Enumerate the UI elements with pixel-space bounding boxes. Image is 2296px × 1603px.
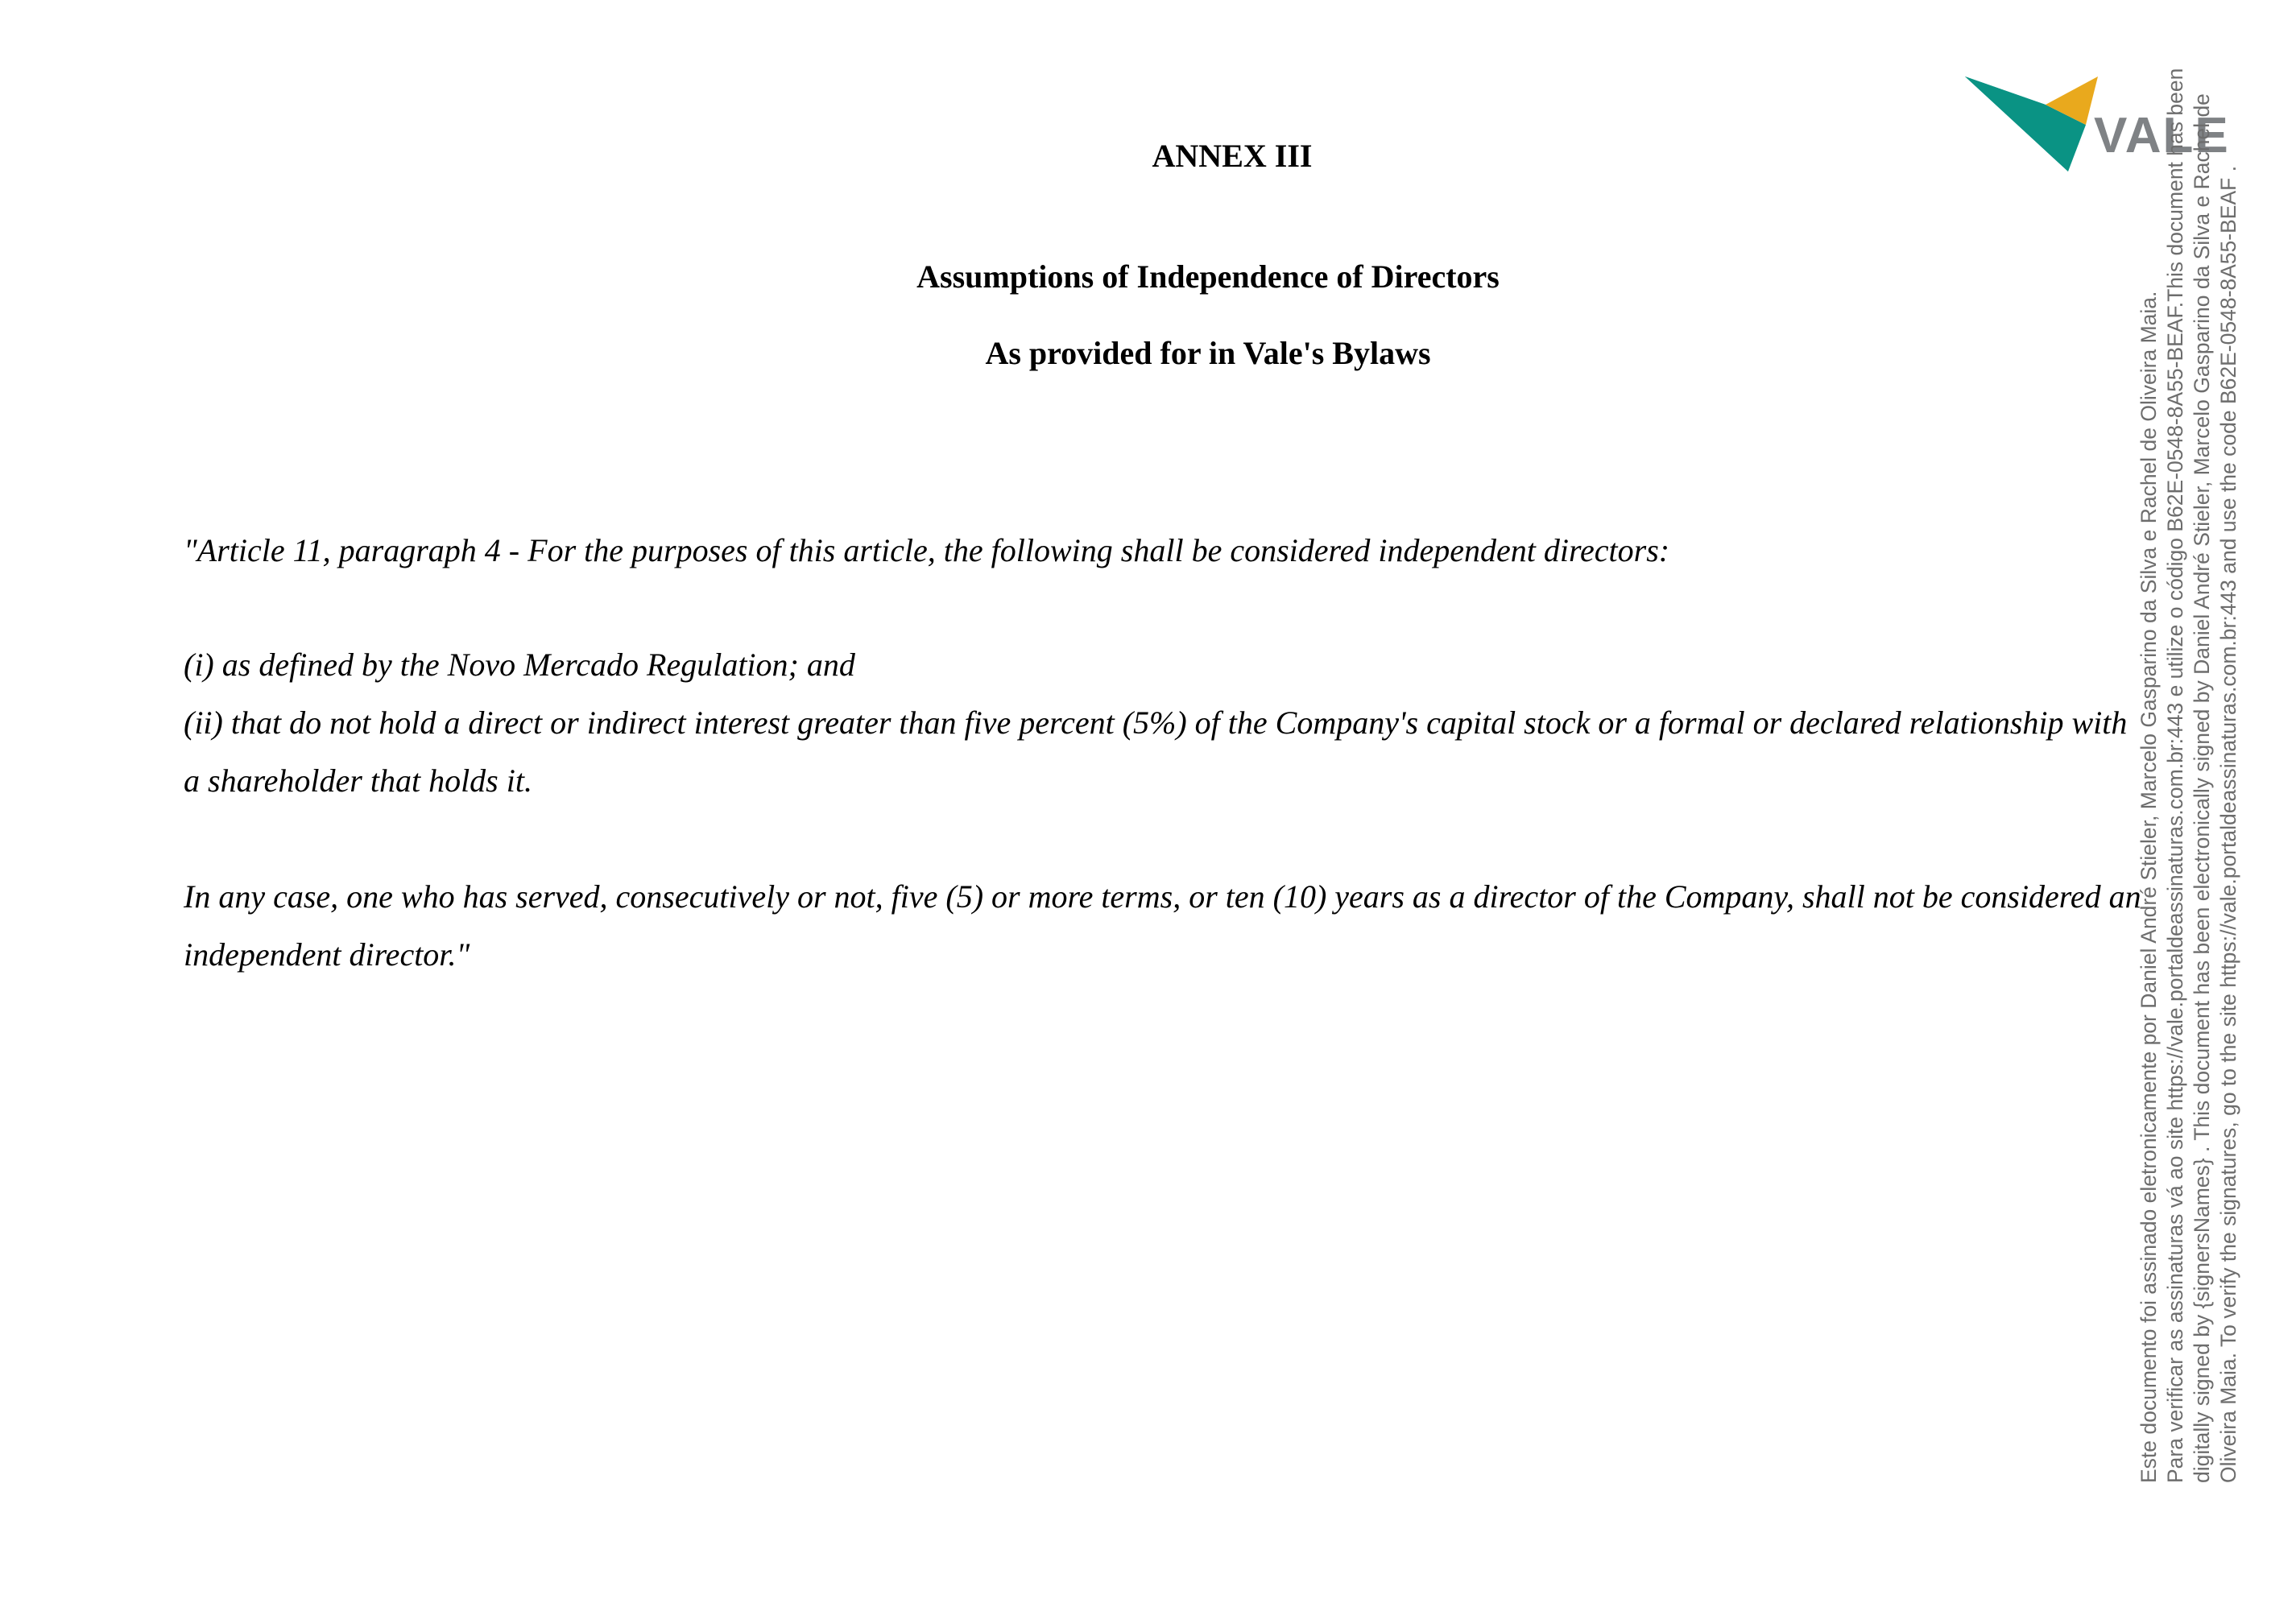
annex-title: ANNEX III (1152, 138, 1313, 174)
signature-stamp-line: digitally signed by {signersNames} . This document has been electronically signed by Daniel André Stieler, Marcelo Gasparino da Silva e Rachel de (2190, 93, 2214, 1483)
criterion-item-ii-line2: a shareholder that holds it. (184, 762, 532, 799)
vale-logo-wordmark: VALE (2094, 108, 2230, 163)
signature-stamp-line: Oliveira Maia. To verify the signatures, go to the site https://vale.portaldeassinaturas.com.br:443 and use the code B62E-0548-8A55-BEAF . (2216, 165, 2240, 1483)
electronic-signature-stamp (2136, 2, 2242, 1483)
closing-paragraph-line2: independent director." (184, 936, 470, 973)
document-subtitle: Assumptions of Independence of Directors (916, 258, 1500, 295)
signature-stamp-line: Para verificar as assinaturas vá ao site https://vale.portaldeassinaturas.com.br:443 e utilize o código B62E-0548-8A55-BEAF.This document has been (2163, 68, 2187, 1483)
document-subtitle-bylaws: As provided for in Vale's Bylaws (985, 335, 1431, 371)
criterion-item-ii-line1: (ii) that do not hold a direct or indirect interest greater than five percent (5%) of the Company's capital stock or a formal or declared relationship with (184, 704, 2128, 741)
criterion-item-i: (i) as defined by the Novo Mercado Regulation; and (184, 647, 855, 683)
article-intro-paragraph: "Article 11, paragraph 4 - For the purposes of this article, the following shall be considered independent directors: (184, 532, 1670, 568)
closing-paragraph-line1: In any case, one who has served, consecutively or not, five (5) or more terms, or ten (10) years as a director of the Company, shall not be considered an (184, 878, 2141, 915)
signature-stamp-line: Este documento foi assinado eletronicamente por Daniel André Stieler, Marcelo Gasparino da Silva e Rachel de Oliveira Maia. (2137, 291, 2161, 1483)
